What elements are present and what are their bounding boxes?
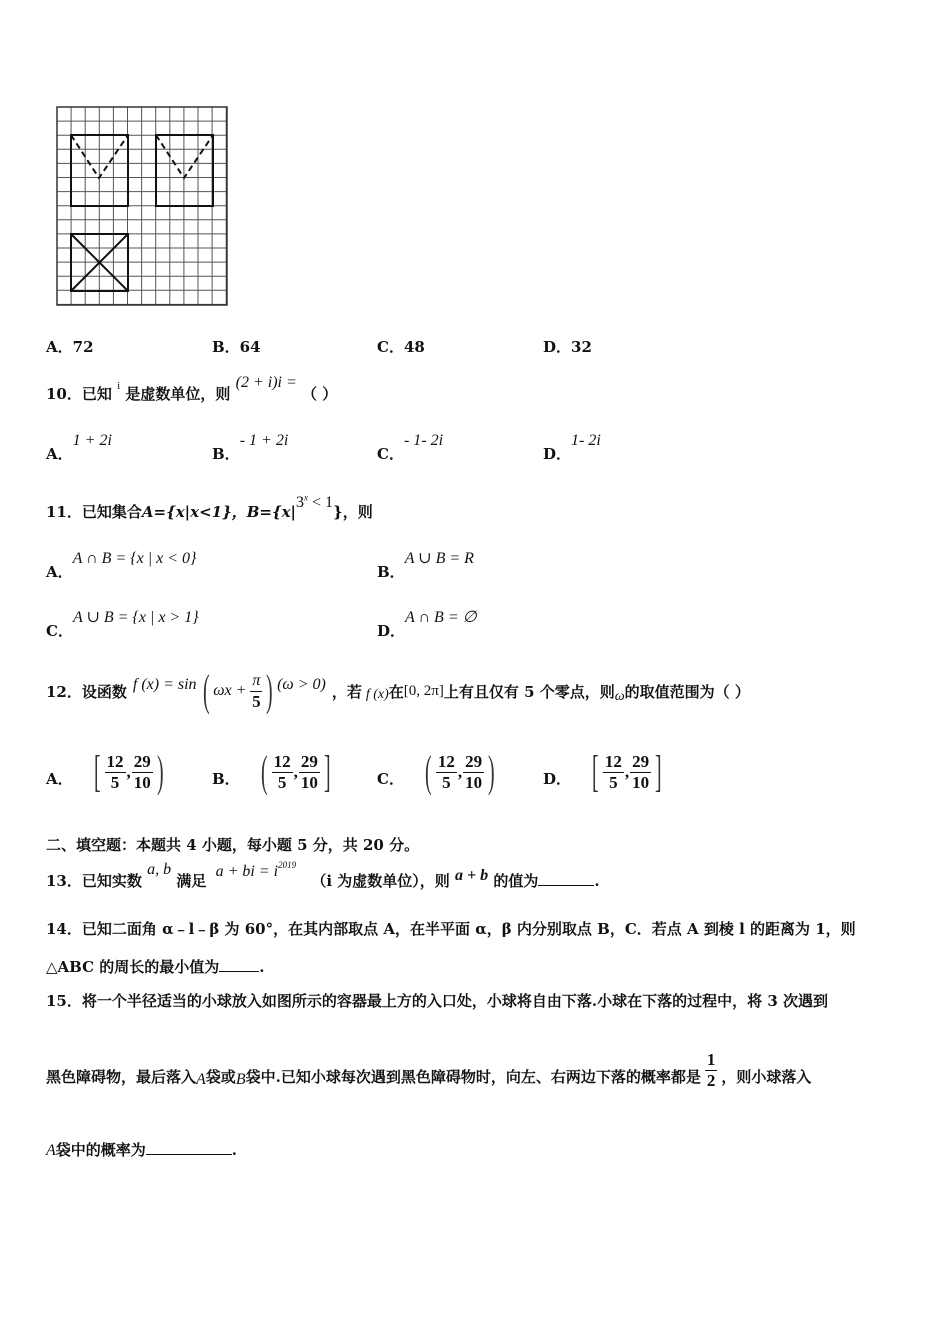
q12-option-a[interactable]: A． [ $\frac{12}{5}$ , $\frac{29}{10}$ ) (46, 747, 164, 796)
q9-option-a[interactable]: A．72 (46, 338, 94, 356)
q14-line1: 14．已知二面角 α﹣l﹣β 为 60°，在其内部取点 A，在半平面 α，β 内分别取点 B，C．若点 A 到棱 l 的距离为 1，则 (46, 920, 856, 938)
q12-option-b[interactable]: B． ( $\frac{12}{5}$ , $\frac{29}{10}$ ] (212, 747, 331, 796)
q9-option-c[interactable]: C．48 (377, 338, 425, 356)
q11-option-a[interactable]: A．A ∩ B = {x | x < 0} (46, 550, 197, 581)
q12-stem: 12．设函数 f (x) = sin ( ωx + $\frac{\pi}{5}$ ) (ω > 0) ，若 f (x) 在 [0, 2π] 上有且仅有 5 个零点，则 ω 的取值范围为（ ） (46, 666, 750, 715)
q10-option-b[interactable]: B．- 1 + 2i (212, 432, 289, 463)
side-view (156, 135, 213, 206)
three-view-figure (56, 106, 230, 308)
q10-option-c[interactable]: C．- 1- 2i (377, 432, 444, 463)
q14-answer-blank[interactable] (219, 957, 259, 972)
q13-stem: 13．已知实数 a, b 满足 a + bi = $i^{2019}$ （i 为虚数单位），则 a + b 的值为 . (46, 860, 600, 890)
q10-option-a[interactable]: A．1 + 2i (46, 432, 112, 463)
q15-line2: 黑色障碍物，最后落入 A 袋或 B 袋中.已知小球每次遇到黑色障碍物时，向左、右两边下落的概率都是 $\frac{1}{2}$ ，则小球落入 (46, 1049, 812, 1090)
q11-option-b[interactable]: B．A ∪ B = R (377, 550, 474, 581)
side-view-hidden-edges (156, 135, 213, 178)
q11-option-d[interactable]: D．A ∩ B = ∅ (377, 609, 477, 640)
q9-option-d[interactable]: D．32 (543, 338, 592, 356)
q11-option-c[interactable]: C．A ∪ B = {x | x > 1} (46, 609, 199, 640)
q12-option-c[interactable]: C． ( $\frac{12}{5}$ , $\frac{29}{10}$ ) (377, 747, 495, 796)
q15-line1: 15．将一个半径适当的小球放入如图所示的容器最上方的入口处，小球将自由下落.小球在下落的过程中，将 3 次遇到 (46, 992, 828, 1010)
q10-option-d[interactable]: D．1- 2i (543, 432, 601, 463)
q14-line2: △ABC 的周长的最小值为 . (46, 958, 265, 976)
q9-option-b[interactable]: B．64 (212, 338, 261, 356)
q12-option-d[interactable]: D． [ $\frac{12}{5}$ , $\frac{29}{10}$ ] (543, 747, 662, 796)
section-heading: 二、填空题：本题共 4 小题，每小题 5 分，共 20 分。 (46, 836, 420, 854)
q10-stem: 10．已知 $^i$ 是虚数单位，则 (2 + i)i = （ ） (46, 374, 338, 403)
q13-answer-blank[interactable] (538, 871, 594, 886)
q11-stem: 11．已知集合A={x|x<1}，$B=\{x|3^x < 1\}$，则 (46, 492, 373, 521)
q15-line3: A袋中的概率为 . (46, 1141, 238, 1159)
q15-answer-blank[interactable] (146, 1140, 232, 1155)
